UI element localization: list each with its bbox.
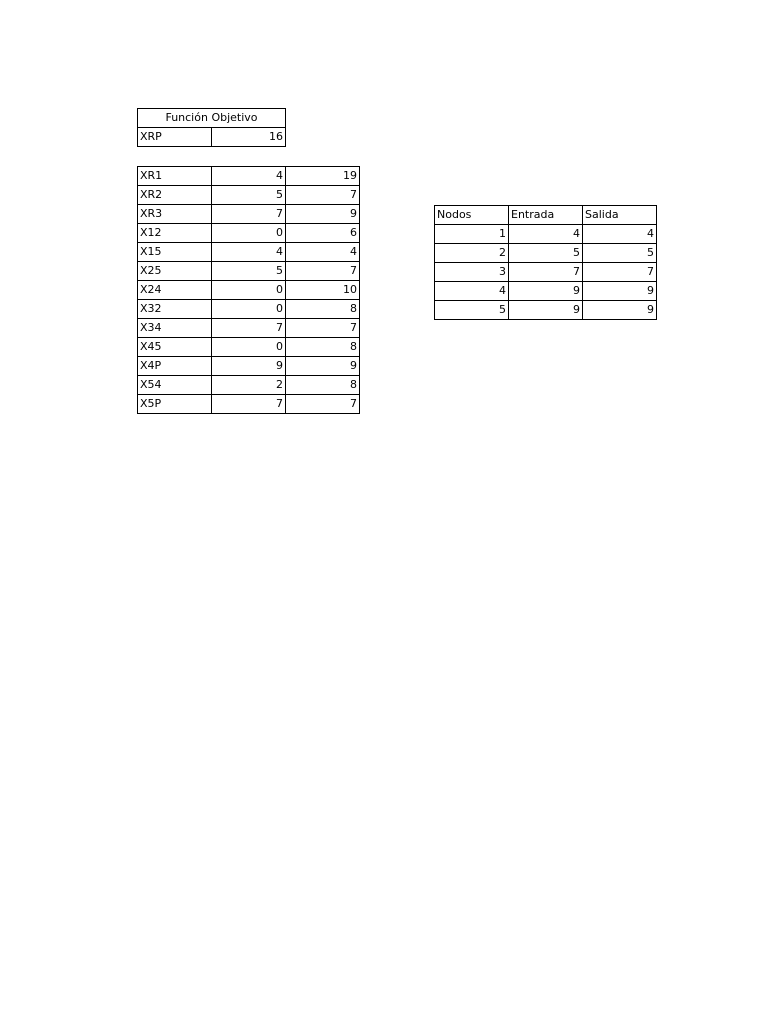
objective-value-row	[138, 128, 286, 147]
header-entrada[interactable]: Entrada	[509, 206, 583, 225]
table-row	[138, 395, 360, 414]
table-row	[138, 262, 360, 281]
variable-name[interactable]: XR2	[138, 186, 212, 205]
variable-value-b[interactable]: 4	[286, 243, 360, 262]
variable-value-a[interactable]: 0	[212, 338, 286, 357]
variable-name[interactable]: X25	[138, 262, 212, 281]
variable-name[interactable]: X24	[138, 281, 212, 300]
variable-name[interactable]: X4P	[138, 357, 212, 376]
nodes-table	[434, 205, 657, 320]
node-salida[interactable]: 4	[583, 225, 657, 244]
table-row	[435, 263, 657, 282]
variable-value-a[interactable]: 7	[212, 395, 286, 414]
variable-name[interactable]: X32	[138, 300, 212, 319]
variable-name[interactable]: X12	[138, 224, 212, 243]
node-id[interactable]: 5	[435, 301, 509, 320]
variable-name[interactable]: X15	[138, 243, 212, 262]
node-salida[interactable]: 9	[583, 301, 657, 320]
table-row	[435, 225, 657, 244]
variable-value-b[interactable]: 19	[286, 167, 360, 186]
table-row	[138, 186, 360, 205]
objective-table	[137, 108, 286, 147]
variable-value-b[interactable]: 7	[286, 395, 360, 414]
objective-label[interactable]: XRP	[138, 128, 212, 147]
table-row	[138, 300, 360, 319]
variable-value-b[interactable]: 7	[286, 319, 360, 338]
node-id[interactable]: 4	[435, 282, 509, 301]
variable-value-b[interactable]: 9	[286, 205, 360, 224]
variables-table	[137, 166, 360, 414]
variable-value-a[interactable]: 0	[212, 281, 286, 300]
variable-value-a[interactable]: 0	[212, 224, 286, 243]
objective-title[interactable]: Función Objetivo	[138, 109, 286, 128]
variable-value-a[interactable]: 2	[212, 376, 286, 395]
variable-name[interactable]: XR1	[138, 167, 212, 186]
variable-value-a[interactable]: 0	[212, 300, 286, 319]
variable-value-b[interactable]: 9	[286, 357, 360, 376]
table-row	[435, 282, 657, 301]
table-row	[138, 205, 360, 224]
variable-value-b[interactable]: 6	[286, 224, 360, 243]
node-id[interactable]: 2	[435, 244, 509, 263]
variable-name[interactable]: X5P	[138, 395, 212, 414]
variable-value-a[interactable]: 9	[212, 357, 286, 376]
header-salida[interactable]: Salida	[583, 206, 657, 225]
variable-name[interactable]: X54	[138, 376, 212, 395]
table-row	[435, 244, 657, 263]
variable-value-b[interactable]: 8	[286, 338, 360, 357]
variable-name[interactable]: X45	[138, 338, 212, 357]
table-row	[138, 167, 360, 186]
node-salida[interactable]: 5	[583, 244, 657, 263]
table-row	[138, 281, 360, 300]
table-row	[138, 243, 360, 262]
table-row	[138, 224, 360, 243]
node-id[interactable]: 1	[435, 225, 509, 244]
variable-name[interactable]: XR3	[138, 205, 212, 224]
node-salida[interactable]: 7	[583, 263, 657, 282]
table-row	[138, 338, 360, 357]
variable-name[interactable]: X34	[138, 319, 212, 338]
variable-value-a[interactable]: 5	[212, 186, 286, 205]
variable-value-a[interactable]: 4	[212, 243, 286, 262]
table-row	[138, 319, 360, 338]
nodes-header-row	[435, 206, 657, 225]
objective-header-row	[138, 109, 286, 128]
objective-value[interactable]: 16	[212, 128, 286, 147]
node-id[interactable]: 3	[435, 263, 509, 282]
table-row	[138, 376, 360, 395]
header-nodos[interactable]: Nodos	[435, 206, 509, 225]
variable-value-b[interactable]: 8	[286, 376, 360, 395]
variable-value-a[interactable]: 7	[212, 319, 286, 338]
table-row	[138, 357, 360, 376]
variable-value-a[interactable]: 4	[212, 167, 286, 186]
node-entrada[interactable]: 9	[509, 301, 583, 320]
table-row	[435, 301, 657, 320]
variable-value-a[interactable]: 5	[212, 262, 286, 281]
variable-value-a[interactable]: 7	[212, 205, 286, 224]
variable-value-b[interactable]: 10	[286, 281, 360, 300]
variable-value-b[interactable]: 7	[286, 186, 360, 205]
variable-value-b[interactable]: 7	[286, 262, 360, 281]
node-salida[interactable]: 9	[583, 282, 657, 301]
variable-value-b[interactable]: 8	[286, 300, 360, 319]
node-entrada[interactable]: 9	[509, 282, 583, 301]
node-entrada[interactable]: 7	[509, 263, 583, 282]
node-entrada[interactable]: 4	[509, 225, 583, 244]
node-entrada[interactable]: 5	[509, 244, 583, 263]
